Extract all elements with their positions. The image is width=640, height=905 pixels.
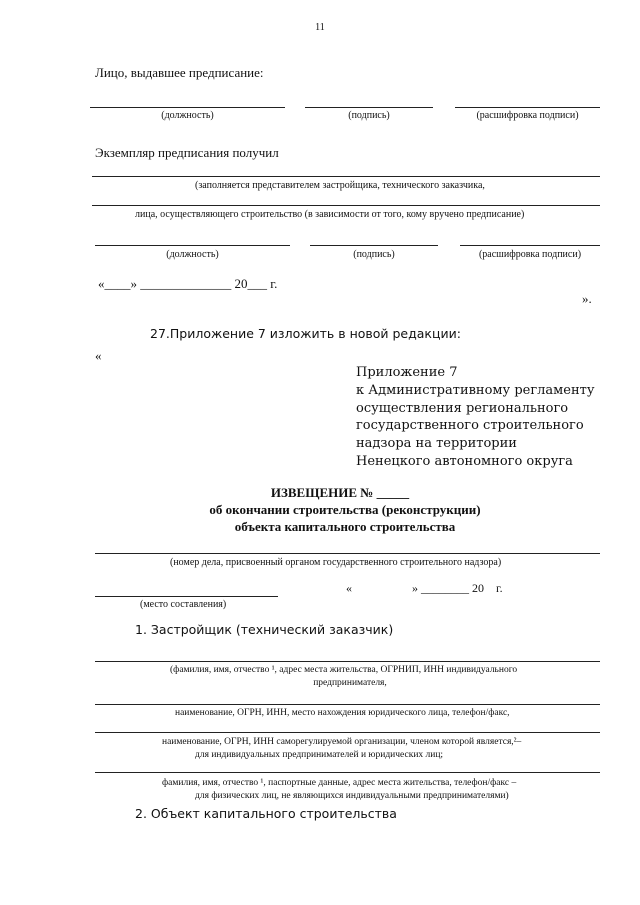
developer-caption-1a: (фамилия, имя, отчество ¹, адрес места жительства, ОГРНИП, ИНН индивидуального bbox=[170, 665, 518, 675]
object-heading: 2. Объект капитального строительства bbox=[135, 806, 397, 821]
receiver-title: Экземпляр предписания получил bbox=[95, 145, 279, 160]
notice-date: « » ________ 20 г. bbox=[346, 581, 503, 595]
developer-caption-4b: для физических лиц, не являющихся индивидуальными предпринимателями) bbox=[195, 791, 509, 801]
receiver-date-line: «____» ______________ 20___ г. bbox=[98, 276, 278, 291]
appendix-line: к Административному регламенту bbox=[356, 382, 595, 398]
appendix-line: осуществления регионального bbox=[356, 400, 569, 416]
developer-caption-3a: наименование, ОГРН, ИНН саморегулируемой организации, членом которой является,²– bbox=[162, 737, 522, 747]
case-number-caption: (номер дела, присвоенный органом государственного строительного надзора) bbox=[170, 557, 502, 568]
issuer-decode-caption: (расшифровка подписи) bbox=[476, 110, 579, 121]
closing-quote: ». bbox=[582, 291, 592, 306]
receiver-line-1 bbox=[92, 176, 600, 177]
developer-caption-4a: фамилия, имя, отчество ¹, паспортные данные, адрес места жительства, телефон/факс – bbox=[162, 778, 517, 788]
case-number-line bbox=[95, 553, 600, 554]
appendix-line: надзора на территории bbox=[356, 436, 517, 452]
developer-heading: 1. Застройщик (технический заказчик) bbox=[135, 622, 394, 637]
receiver-signature-caption: (подпись) bbox=[353, 249, 395, 260]
issuer-decode-line bbox=[455, 107, 600, 108]
receiver-position-line bbox=[95, 245, 290, 246]
receiver-position-caption: (должность) bbox=[166, 249, 219, 260]
issuer-signature-line bbox=[305, 107, 433, 108]
issuer-position-line bbox=[90, 107, 285, 108]
developer-line-2 bbox=[95, 704, 600, 705]
receiver-signature-line bbox=[310, 245, 438, 246]
developer-caption-2: наименование, ОГРН, ИНН, место нахождения юридического лица, телефон/факс, bbox=[175, 708, 510, 718]
appendix-header bbox=[356, 364, 594, 471]
notice-subtitle-2: объекта капитального строительства bbox=[234, 519, 456, 534]
receiver-line-2 bbox=[92, 205, 600, 206]
appendix-line: государственного строительного bbox=[356, 418, 584, 434]
issuer-signature-caption: (подпись) bbox=[348, 110, 390, 121]
issuer-title: Лицо, выдавшее предписание: bbox=[95, 65, 264, 80]
place-caption: (место составления) bbox=[140, 599, 227, 610]
appendix-line: Ненецкого автономного округа bbox=[356, 453, 573, 469]
developer-caption-1b: предпринимателя, bbox=[313, 678, 387, 688]
opening-quote: « bbox=[95, 348, 102, 363]
receiver-caption-1: (заполняется представителем застройщика, технического заказчика, bbox=[195, 180, 485, 191]
notice-title: ИЗВЕЩЕНИЕ № _____ bbox=[270, 485, 410, 500]
developer-caption-3b: для индивидуальных предпринимателей и юридических лиц; bbox=[195, 750, 444, 760]
developer-line-4 bbox=[95, 772, 600, 773]
receiver-caption-2: лица, осуществляющего строительство (в зависимости от того, кому вручено предписание) bbox=[135, 209, 525, 220]
place-line bbox=[95, 596, 278, 597]
notice-subtitle-1: об окончании строительства (реконструкции) bbox=[209, 502, 481, 517]
appendix-line: Приложение 7 bbox=[356, 365, 458, 380]
receiver-decode-line bbox=[460, 245, 600, 246]
issuer-position-caption: (должность) bbox=[161, 110, 214, 121]
receiver-decode-caption: (расшифровка подписи) bbox=[478, 249, 582, 260]
item-27-text: 27.Приложение 7 изложить в новой редакции: bbox=[150, 326, 461, 341]
page-number: 11 bbox=[315, 22, 325, 33]
developer-line-3 bbox=[95, 732, 600, 733]
developer-line-1 bbox=[95, 661, 600, 662]
